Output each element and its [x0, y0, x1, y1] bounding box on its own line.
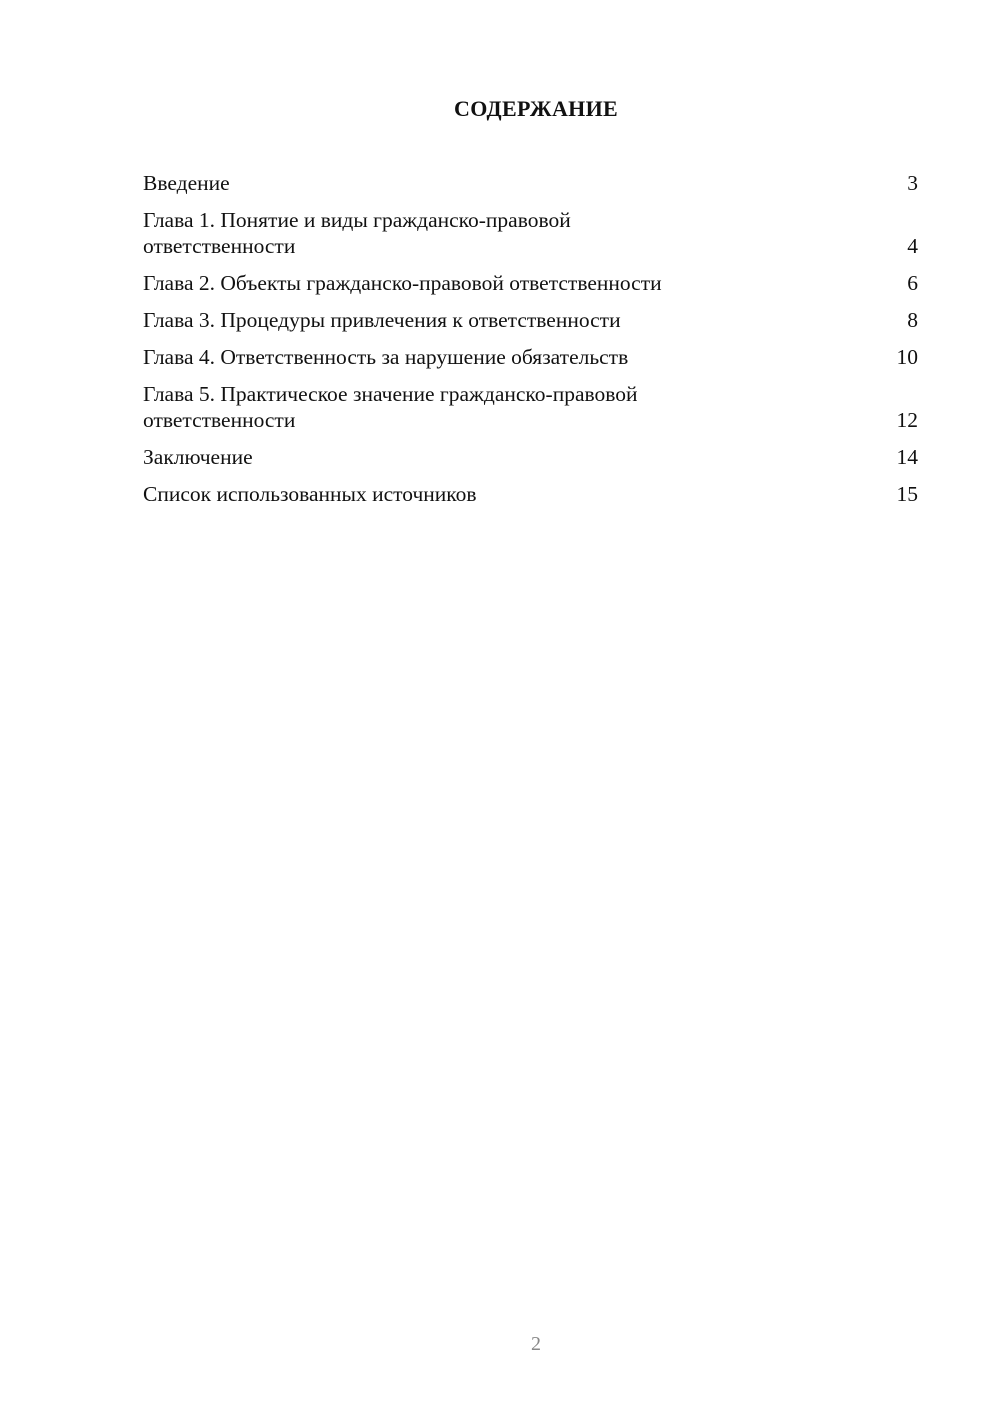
- toc-entry: [143, 381, 918, 433]
- page-number: 2: [531, 1333, 541, 1355]
- toc-entry-line: Введение: [143, 171, 230, 195]
- toc-entry-page: 3: [907, 171, 918, 195]
- toc-entry-line: ответственности: [143, 408, 296, 432]
- toc-entry-line: ответственности: [143, 234, 296, 258]
- toc-entry: [143, 344, 918, 370]
- toc-entry-page: 15: [896, 482, 918, 506]
- toc-entry-page: 12: [896, 408, 918, 432]
- toc-entry-label: [143, 207, 907, 259]
- toc-title: СОДЕРЖАНИЕ: [454, 96, 618, 121]
- toc-entry-label: [143, 307, 907, 333]
- toc-entry-line: Глава 2. Объекты гражданско-правовой ответственности: [143, 271, 662, 295]
- toc-entry-page: 6: [907, 271, 918, 295]
- table-of-contents: [143, 170, 918, 518]
- toc-entry-line: Глава 3. Процедуры привлечения к ответственности: [143, 308, 621, 332]
- toc-entry: [143, 270, 918, 296]
- toc-entry-page: 8: [907, 308, 918, 332]
- toc-entry-line: Глава 4. Ответственность за нарушение обязательств: [143, 345, 629, 369]
- toc-entry: [143, 207, 918, 259]
- toc-entry-label: [143, 381, 897, 433]
- toc-entry-label: [143, 270, 907, 296]
- toc-entry-line: Глава 1. Понятие и виды гражданско-правовой: [143, 208, 571, 232]
- toc-entry: [143, 444, 918, 470]
- toc-entry-line: Глава 5. Практическое значение гражданско-правовой: [143, 382, 638, 406]
- toc-entry: [143, 170, 918, 196]
- toc-entry-line: Список использованных источников: [143, 482, 477, 506]
- toc-entry-label: [143, 344, 897, 370]
- toc-entry: [143, 481, 918, 507]
- toc-entry-page: 4: [907, 234, 918, 258]
- toc-entry: [143, 307, 918, 333]
- toc-entry-label: [143, 444, 897, 470]
- toc-entry-page: 14: [896, 445, 918, 469]
- toc-entry-page: 10: [896, 345, 918, 369]
- toc-entry-line: Заключение: [143, 445, 253, 469]
- toc-entry-label: [143, 481, 897, 507]
- toc-entry-label: [143, 170, 907, 196]
